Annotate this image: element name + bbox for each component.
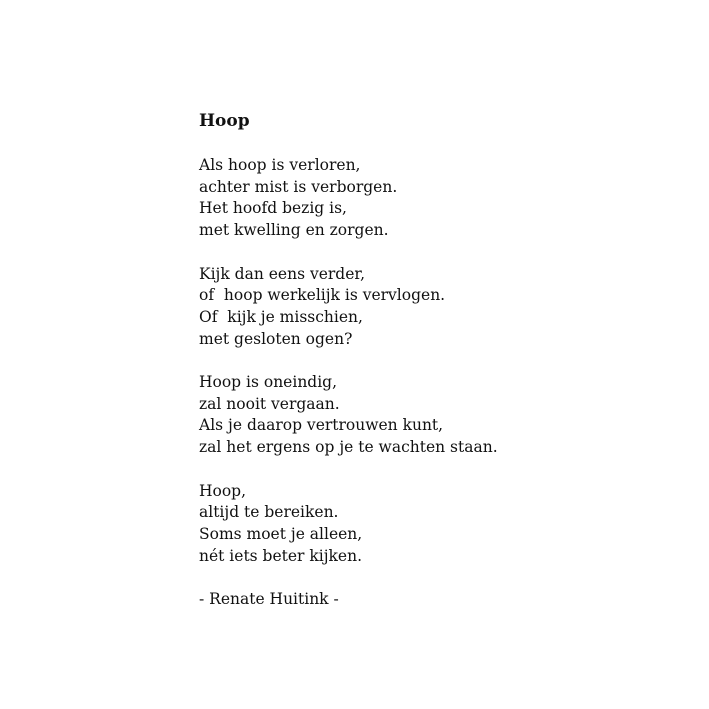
poem-line: Hoop, (199, 481, 247, 500)
poem-line: achter mist is verborgen. (199, 177, 398, 196)
poem-line: Het hoofd bezig is, (199, 199, 347, 218)
stanza-3 (199, 372, 498, 459)
poem-line: Of kijk je misschien, (199, 307, 363, 326)
poem-line: zal nooit vergaan. (199, 394, 340, 413)
stanza-4 (199, 481, 498, 568)
poem-line: Als je daarop vertrouwen kunt, (199, 416, 444, 435)
poem-line: met kwelling en zorgen. (199, 221, 389, 240)
poem-line: Als hoop is verloren, (199, 156, 361, 174)
poem-line: altijd te bereiken. (199, 503, 339, 522)
poem-line: nét iets beter kijken. (199, 546, 363, 565)
poem-line: met gesloten ogen? (199, 329, 353, 348)
poem-line: Soms moet je alleen, (199, 524, 363, 543)
poem (199, 108, 498, 611)
poem-line: Hoop is oneindig, (199, 373, 338, 391)
stanza-2 (199, 264, 498, 351)
poem-line: of hoop werkelijk is vervlogen. (199, 286, 446, 305)
poem-line: Kijk dan eens verder, (199, 264, 366, 283)
poem-line: zal het ergens op je te wachten staan. (199, 438, 498, 457)
stanza-1 (199, 155, 498, 242)
poem-author: - Renate Huitink - (199, 590, 339, 608)
poem-title: Hoop (199, 111, 250, 131)
